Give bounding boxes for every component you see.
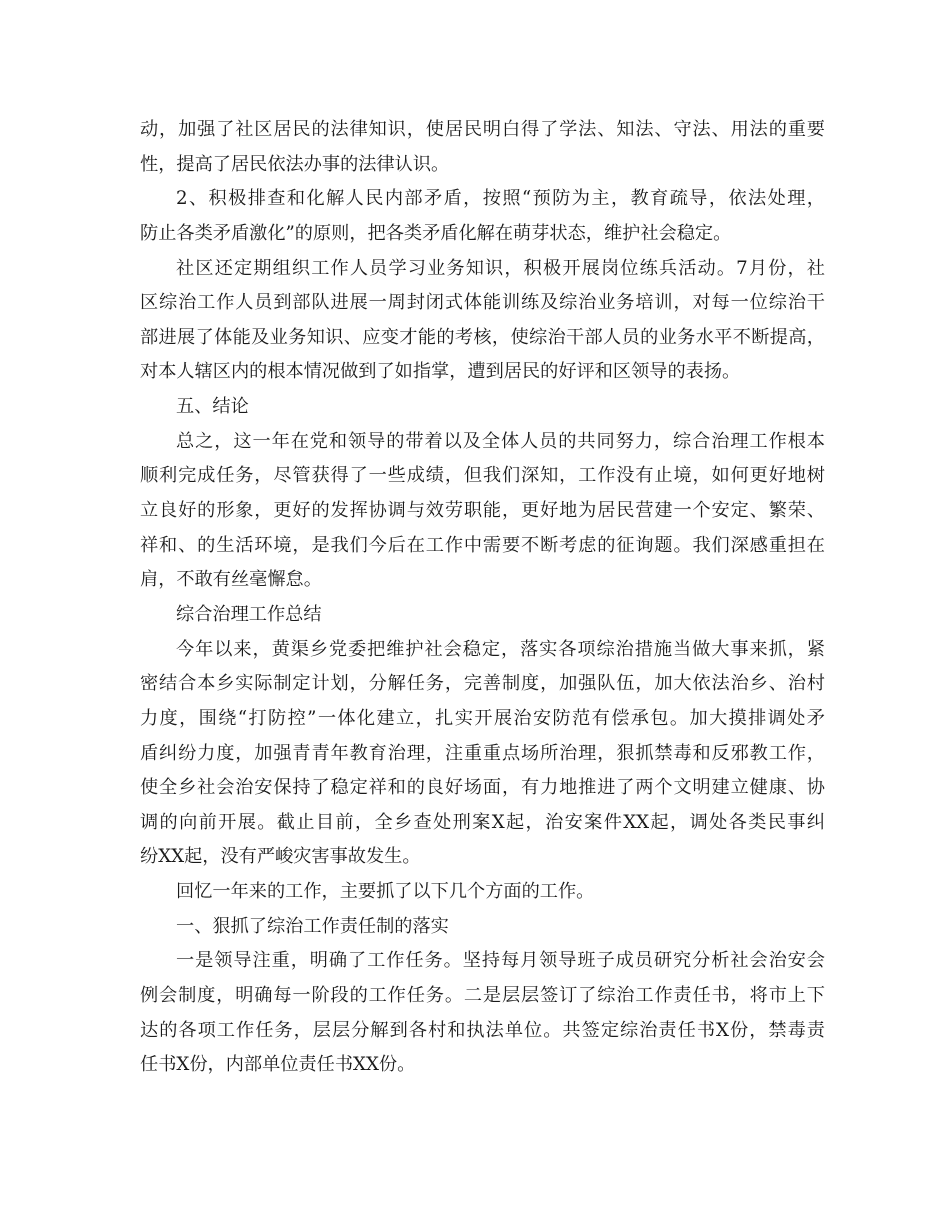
text-line: 祥和、的生活环境，是我们今后在工作中需要不断考虑的征询题。我们深感重担在 bbox=[140, 534, 825, 556]
text-line: 使全乡社会治安保持了稳定祥和的良好场面，有力地推进了两个文明建立健康、协 bbox=[140, 777, 825, 799]
document-body bbox=[140, 113, 825, 1083]
text-line: 密结合本乡实际制定计划，分解任务，完善制度，加强队伍，加大依法治乡、治村 bbox=[140, 673, 825, 695]
text-line: 调的向前开展。截止目前，全乡查处刑案X起，治安案件XX起，调处各类民事纠 bbox=[140, 811, 825, 833]
text-line: 回忆一年来的工作，主要抓了以下几个方面的工作。 bbox=[176, 881, 595, 903]
text-line: 综合治理工作总结 bbox=[176, 603, 322, 625]
text-line: 今年以来，黄渠乡党委把维护社会稳定，落实各项综治措施当做大事来抓，紧 bbox=[176, 638, 825, 660]
text-line: 任书X份，内部单位责任书XX份。 bbox=[140, 1054, 416, 1076]
text-line: 部进展了体能及业务知识、应变才能的考核，使综治干部人员的业务水平不断提高， bbox=[140, 326, 825, 348]
text-line: 立良好的形象，更好的发挥协调与效劳职能，更好地为居民营建一个安定、繁荣、 bbox=[140, 500, 825, 522]
text-line: 例会制度，明确每一阶段的工作任务。二是层层签订了综治工作责任书，将市上下 bbox=[140, 985, 825, 1007]
text-line: 防止各类矛盾激化”的原则，把各类矛盾化解在萌芽状态，维护社会稳定。 bbox=[140, 222, 732, 244]
text-line: 对本人辖区内的根本情况做到了如指掌，遭到居民的好评和区领导的表扬。 bbox=[140, 361, 741, 383]
text-line: 一、狠抓了综治工作责任制的落实 bbox=[176, 915, 449, 937]
text-line: 总之，这一年在党和领导的带着以及全体人员的共同努力，综合治理工作根本 bbox=[176, 430, 825, 452]
text-line: 区综治工作人员到部队进展一周封闭式体能训练及综治业务培训，对每一位综治干 bbox=[140, 292, 825, 314]
text-line: 顺利完成任务，尽管获得了一些成绩，但我们深知，工作没有止境，如何更好地树 bbox=[140, 465, 825, 487]
text-line: 2、积极排查和化解人民内部矛盾，按照“预防为主，教育疏导，依法处理， bbox=[176, 188, 825, 210]
text-line: 社区还定期组织工作人员学习业务知识，积极开展岗位练兵活动。7月份，社 bbox=[176, 257, 825, 279]
text-line: 力度，围绕“打防控”一体化建立，扎实开展治安防范有偿承包。加大摸排调处矛 bbox=[140, 707, 825, 729]
text-line: 动，加强了社区居民的法律知识，使居民明白得了学法、知法、守法、用法的重要 bbox=[140, 119, 825, 140]
text-line: 一是领导注重，明确了工作任务。坚持每月领导班子成员研究分析社会治安会 bbox=[176, 950, 825, 972]
text-line: 盾纠纷力度，加强青青年教育治理，注重重点场所治理，狠抓禁毒和反邪教工作， bbox=[140, 742, 825, 764]
text-line: 达的各项工作任务，层层分解到各村和执法单位。共签定综治责任书X份，禁毒责 bbox=[140, 1019, 825, 1041]
text-line: 肩，不敢有丝毫懈怠。 bbox=[140, 569, 322, 591]
text-line: 性，提高了居民依法办事的法律认识。 bbox=[140, 153, 450, 175]
text-line: 纷XX起，没有严峻灾害事故发生。 bbox=[140, 846, 421, 868]
text-line: 五、结论 bbox=[176, 396, 249, 418]
